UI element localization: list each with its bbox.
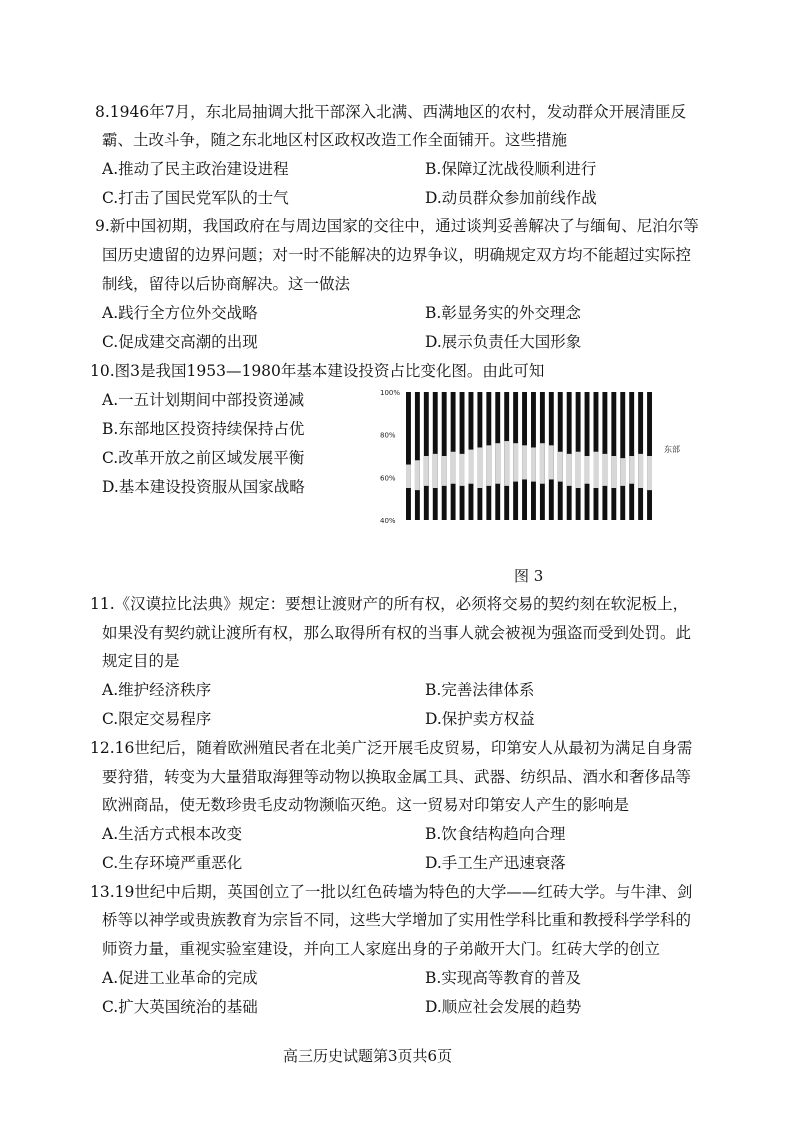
q12-option-a: A.生活方式根本改变: [102, 825, 243, 843]
chart-band-1959: [460, 454, 465, 486]
q10-option-a: A.一五计划期间中部投资递减: [102, 391, 305, 409]
q13-option-d: D.顺应社会发展的趋势: [425, 998, 582, 1016]
chart-band-1966: [522, 445, 527, 479]
chart-band-1958: [451, 452, 456, 484]
chart-bar-1953: [406, 392, 411, 520]
chart-band-1953: [406, 465, 411, 488]
chart-y-tick-label: 100%: [380, 389, 401, 397]
q9-option-d: D.展示负责任大国形象: [425, 333, 582, 351]
q12-option-c: C.生存环境严重恶化: [102, 854, 243, 872]
q9-stem-line2: 国历史遗留的边界问题；对一时不能解决的边界争议，明确规定双方均不能超过实际控: [102, 246, 692, 264]
chart-band-1968: [540, 443, 545, 484]
chart-band-1963: [495, 443, 500, 484]
chart-band-1969: [549, 445, 554, 479]
chart-band-1979: [638, 454, 643, 488]
q13-option-c: C.扩大英国统治的基础: [102, 998, 258, 1016]
investment-share-chart: [378, 388, 690, 538]
chart-bar-1954: [415, 392, 420, 520]
chart-band-1957: [442, 456, 447, 486]
chart-band-1972: [576, 452, 581, 488]
chart-band-1977: [620, 458, 625, 486]
q8-option-b: B.保障辽沈战役顺利进行: [425, 160, 597, 178]
chart-band-1956: [433, 454, 438, 488]
q13-stem-line1: 13.19世纪中后期，英国创立了一批以红色砖墙为特色的大学——红砖大学。与牛津、剑: [90, 883, 693, 901]
q13-stem-line3: 师资力量，重视实验室建设，并向工人家庭出身的子弟敞开大门。红砖大学的创立: [102, 940, 661, 958]
q9-option-c: C.促成建交高潮的出现: [102, 333, 258, 351]
q13-stem-line2: 桥等以神学或贵族教育为宗旨不同，这些大学增加了实用性学科比重和教授科学学科的: [102, 911, 692, 929]
q10-stem-line1: 10.图3是我国1953—1980年基本建设投资占比变化图。由此可知: [90, 362, 545, 380]
q10-option-b: B.东部地区投资持续保持占优: [102, 420, 305, 438]
chart-bars: [406, 392, 652, 520]
page-footer: 高三历史试题第3页共6页: [283, 1047, 453, 1065]
chart-band-1973: [585, 456, 590, 484]
chart-band-1965: [513, 443, 518, 481]
q12-option-d: D.手工生产迅速衰落: [425, 854, 566, 872]
chart-band-1978: [629, 456, 634, 484]
chart-band-1960: [469, 450, 474, 484]
q8-option-d: D.动员群众参加前线作战: [425, 189, 597, 207]
q11-stem-line1: 11.《汉谟拉比法典》规定：要想让渡财产的所有权，必须将交易的契约刻在软泥板上，: [90, 595, 689, 613]
chart-band-1976: [611, 456, 616, 488]
q9-option-a: A.践行全方位外交战略: [102, 304, 258, 322]
chart-y-tick-label: 80%: [380, 431, 396, 440]
chart-y-ticks: [380, 389, 400, 525]
chart-band-1971: [567, 454, 572, 486]
q11-stem-line2: 如果没有契约就让渡所有权，那么取得所有权的当事人就会被视为强盗而受到处罚。此: [102, 624, 692, 642]
q8-stem-line1: 8.1946年7月，东北局抽调大批干部深入北满、西满地区的农村，发动群众开展清匪反: [95, 103, 687, 121]
chart-band-1967: [531, 447, 536, 481]
figure-caption: 图 3: [514, 567, 544, 585]
q13-option-b: B.实现高等教育的普及: [425, 969, 581, 987]
q9-stem-line3: 制线，留待以后协商解决。这一做法: [102, 275, 351, 293]
chart-band-1975: [602, 454, 607, 486]
q11-option-c: C.限定交易程序: [102, 710, 212, 728]
q11-option-b: B.完善法律体系: [425, 681, 535, 699]
chart-band-1962: [486, 445, 491, 486]
chart-y-tick-label: 40%: [380, 517, 396, 525]
q12-stem-line2: 要狩猎，转变为大量猎取海狸等动物以换取金属工具、武器、纺织品、酒水和奢侈品等: [102, 768, 692, 786]
chart-band-1970: [558, 452, 563, 482]
chart-band-1955: [424, 456, 429, 486]
q8-stem-line2: 霸、土改斗争，随之东北地区村区政权改造工作全面铺开。这些措施: [102, 131, 568, 149]
chart-y-tick-label: 60%: [380, 474, 396, 483]
chart-band-1980: [647, 456, 652, 490]
chart-band-1961: [477, 447, 482, 488]
chart-band-1954: [415, 460, 420, 490]
q11-option-a: A.维护经济秩序: [102, 681, 212, 699]
q12-option-b: B.饮食结构趋向合理: [425, 825, 566, 843]
q9-option-b: B.彰显务实的外交理念: [425, 304, 581, 322]
q12-stem-line3: 欧洲商品，使无数珍贵毛皮动物濒临灭绝。这一贸易对印第安人产生的影响是: [102, 796, 630, 814]
q9-stem-line1: 9.新中国初期，我国政府在与周边国家的交往中，通过谈判妥善解决了与缅甸、尼泊尔等: [95, 217, 699, 235]
q12-stem-line1: 12.16世纪后，随着欧洲殖民者在北美广泛开展毛皮贸易，印第安人从最初为满足自身需: [90, 739, 693, 757]
q8-option-c: C.打击了国民党军队的士气: [102, 189, 289, 207]
q11-option-d: D.保护卖方权益: [425, 710, 535, 728]
q13-option-a: A.促进工业革命的完成: [102, 969, 258, 987]
q11-stem-line3: 规定目的是: [102, 652, 180, 670]
chart-bar-1977: [620, 392, 625, 520]
chart-series-label: 东部: [664, 445, 680, 454]
q10-option-d: D.基本建设投资服从国家战略: [102, 478, 305, 496]
chart-band-1964: [504, 441, 509, 486]
chart-band-1974: [594, 452, 599, 488]
q10-option-c: C.改革开放之前区域发展平衡: [102, 449, 305, 467]
q8-option-a: A.推动了民主政治建设进程: [102, 160, 289, 178]
